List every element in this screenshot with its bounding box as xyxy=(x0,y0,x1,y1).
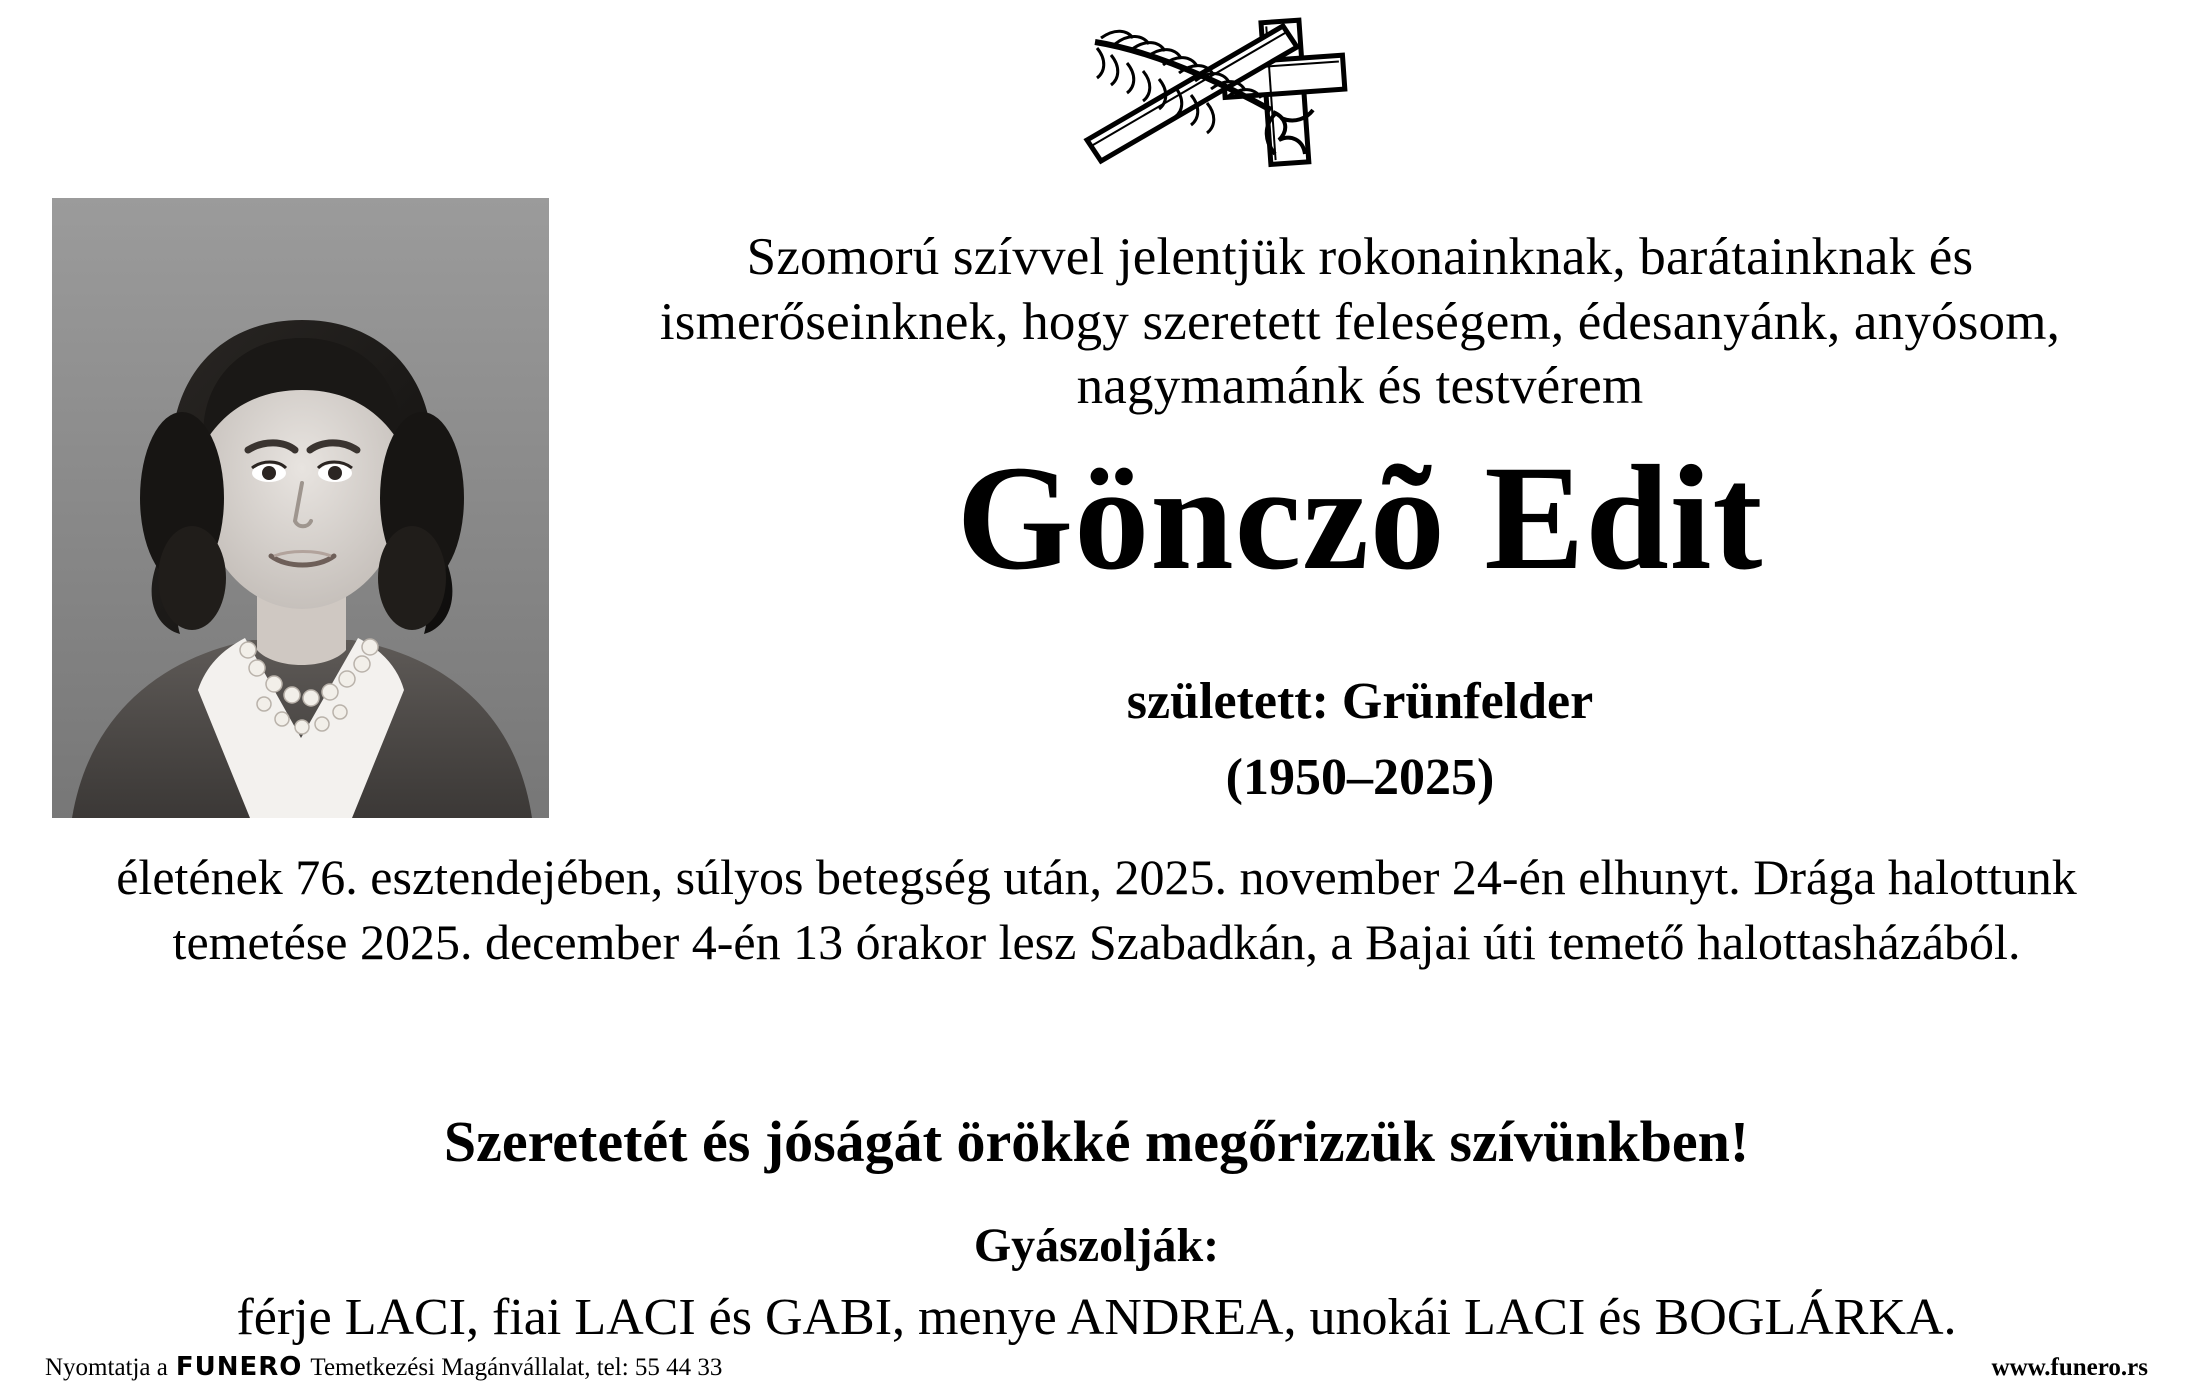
footer-printer-info xyxy=(45,1352,722,1382)
mourners-label: Gyászolják: xyxy=(973,1219,1220,1272)
intro-text: Szomorú szívvel jelentjük rokonainknak, barátainknak és ismerőseinknek, hogy szeretett feleségem, édesanyánk, anyósom, nagymamánk és testvérem xyxy=(659,228,2061,416)
memorial-motto: Szeretetét és jóságát örökké megőrizzük szívünkben! xyxy=(443,1109,1750,1174)
deceased-name: Gönczõ Edit xyxy=(956,435,1764,601)
portrait-photo xyxy=(52,198,549,818)
funero-logo: FUNERO xyxy=(175,1352,303,1382)
funeral-details-text: életének 76. esztendejében, súlyos betegség után, 2025. november 24-én elhunyt. Drága halottunk temetése 2025. december 4-én 13 órakor lesz Szabadkán, a Bajai úti temető halottasházából. xyxy=(116,849,2077,970)
footer-website[interactable]: www.funero.rs xyxy=(1991,1354,2148,1381)
footer xyxy=(0,1352,2193,1385)
footer-printed-by-suffix: Temetkezési Magánvállalat, tel: 55 44 33 xyxy=(310,1354,723,1381)
maiden-name: született: Grünfelder xyxy=(1126,673,1594,730)
life-years: (1950–2025) xyxy=(1225,749,1495,806)
mourners-list: férje LACI, fiai LACI és GABI, menye ANDREA, unokái LACI és BOGLÁRKA. xyxy=(236,1289,1957,1346)
cross-with-palm-branch-icon xyxy=(1075,14,1405,174)
footer-printed-by-prefix: Nyomtatja a xyxy=(45,1354,168,1381)
